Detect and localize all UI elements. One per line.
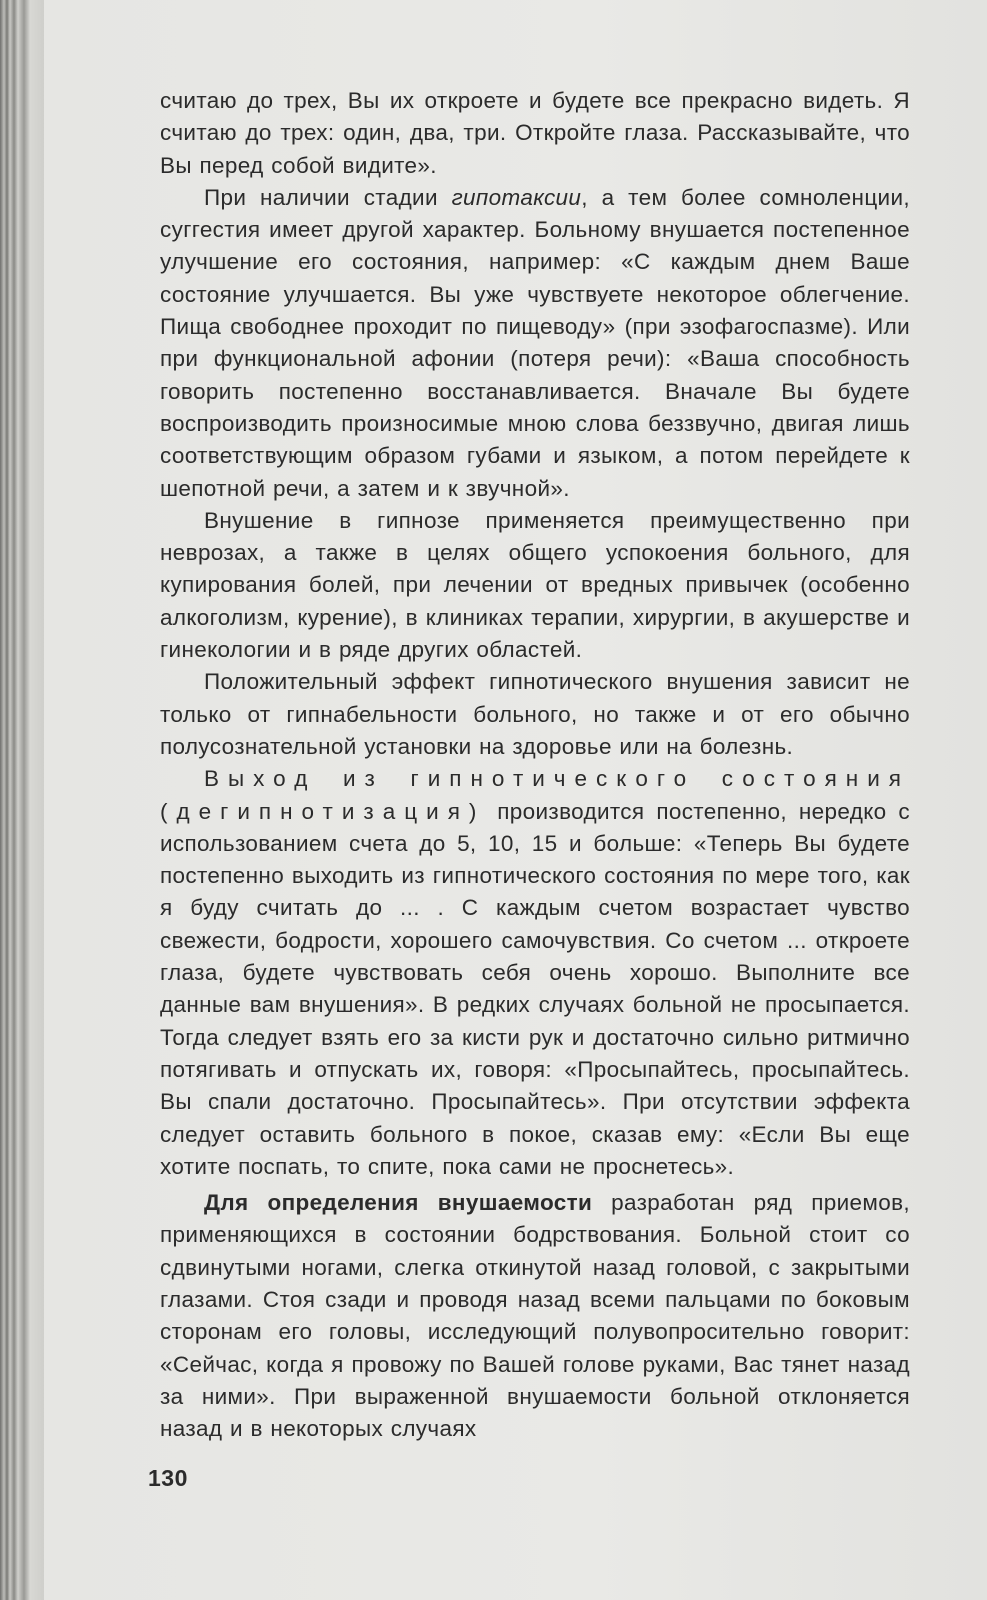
paragraph-5-spaced-term: (дегипнотизация) xyxy=(160,798,486,824)
paragraph-2-before: При наличии стадии xyxy=(204,184,452,210)
paragraph-1-text: считаю до трех, Вы их откроете и будете все прекрасно видеть. Я считаю до трех: один, два, три. Откройте глаза. Рассказывайте, что Вы перед собой видите». xyxy=(160,88,910,178)
paragraph-4-text: Положительный эффект гипнотического внушения зависит не только от гипнабельности больного, но также и от его обычно полусознательной установки на здоровье или на болезнь. xyxy=(160,669,910,759)
paragraph-6-after: разработан ряд приемов, применяющихся в состоянии бодрствования. Больной стоит со сдвинутыми ногами, слегка откинутой назад головой, с закрытыми глазами. Стоя сзади и проводя назад всеми пальцами по боковым сторонам его головы, исследующий полувопросительно говорит: «Сейчас, когда я провожу по Вашей голове руками, Вас тянет назад за ними». При выраженной внушаемости больной отклоняется назад и в некоторых случаях xyxy=(160,1190,910,1442)
body-text xyxy=(160,85,910,1445)
paragraph-6-bold: Для определения внушаемости xyxy=(204,1190,593,1216)
paragraph-5-spaced-heading: Выход из гипнотического состояния xyxy=(204,766,910,792)
paragraph-3-text: Внушение в гипнозе применяется преимущественно при неврозах, а также в целях общего успокоения больного, для купирования болей, при лечении от вредных привычек (особенно алкоголизм, курение), в клиниках терапии, хирургии, в акушерстве и гинекологии и в ряде других областей. xyxy=(160,507,910,663)
book-binding xyxy=(0,0,44,1600)
paragraph-6 xyxy=(160,1187,910,1445)
paragraph-1 xyxy=(160,85,910,182)
paragraph-2 xyxy=(160,182,910,505)
paragraph-4 xyxy=(160,666,910,763)
paragraph-5-after: производится постепенно, нередко с использованием счета до 5, 10, 15 и больше: «Теперь Вы будете постепенно выходить из гипнотического состояния по мере того, как я буду считать до ... . С каждым счетом возрастает чувство свежести, бодрости, хорошего самочувствия. Со счетом ... откроете глаза, будете чувствовать себя очень хорошо. Выполните все данные вам внушения». В редких случаях больной не просыпается. Тогда следует взять его за кисти рук и достаточно сильно ритмично потягивать и отпускать их, говоря: «Просыпайтесь, просыпайтесь. Вы спали достаточно. Просыпайтесь». При отсутствии эффекта следует оставить больного в покое, сказав ему: «Если Вы еще хотите поспать, то спите, пока сами не проснетесь». xyxy=(160,798,910,1179)
paragraph-3 xyxy=(160,505,910,666)
paragraph-2-emphasis: гипотаксии xyxy=(451,184,582,210)
page-number: 130 xyxy=(148,1465,188,1491)
paragraph-5 xyxy=(160,763,910,1183)
paragraph-2-after: , а тем более сомноленции, суггестия имеет другой характер. Больному внушается постепенное улучшение его состояния, например: «С каждым днем Ваше состояние улучшается. Вы уже чувствуете некоторое облегчение. Пища свободнее проходит по пищеводу» (при эзофагоспазме). Или при функциональной афонии (потеря речи): «Ваша способность говорить постепенно восстанавливается. Вначале Вы будете воспроизводить произносимые мною слова беззвучно, двигая лишь соответствующим образом губами и языком, а потом перейдете к шепотной речи, а затем и к звучной». xyxy=(160,184,910,501)
